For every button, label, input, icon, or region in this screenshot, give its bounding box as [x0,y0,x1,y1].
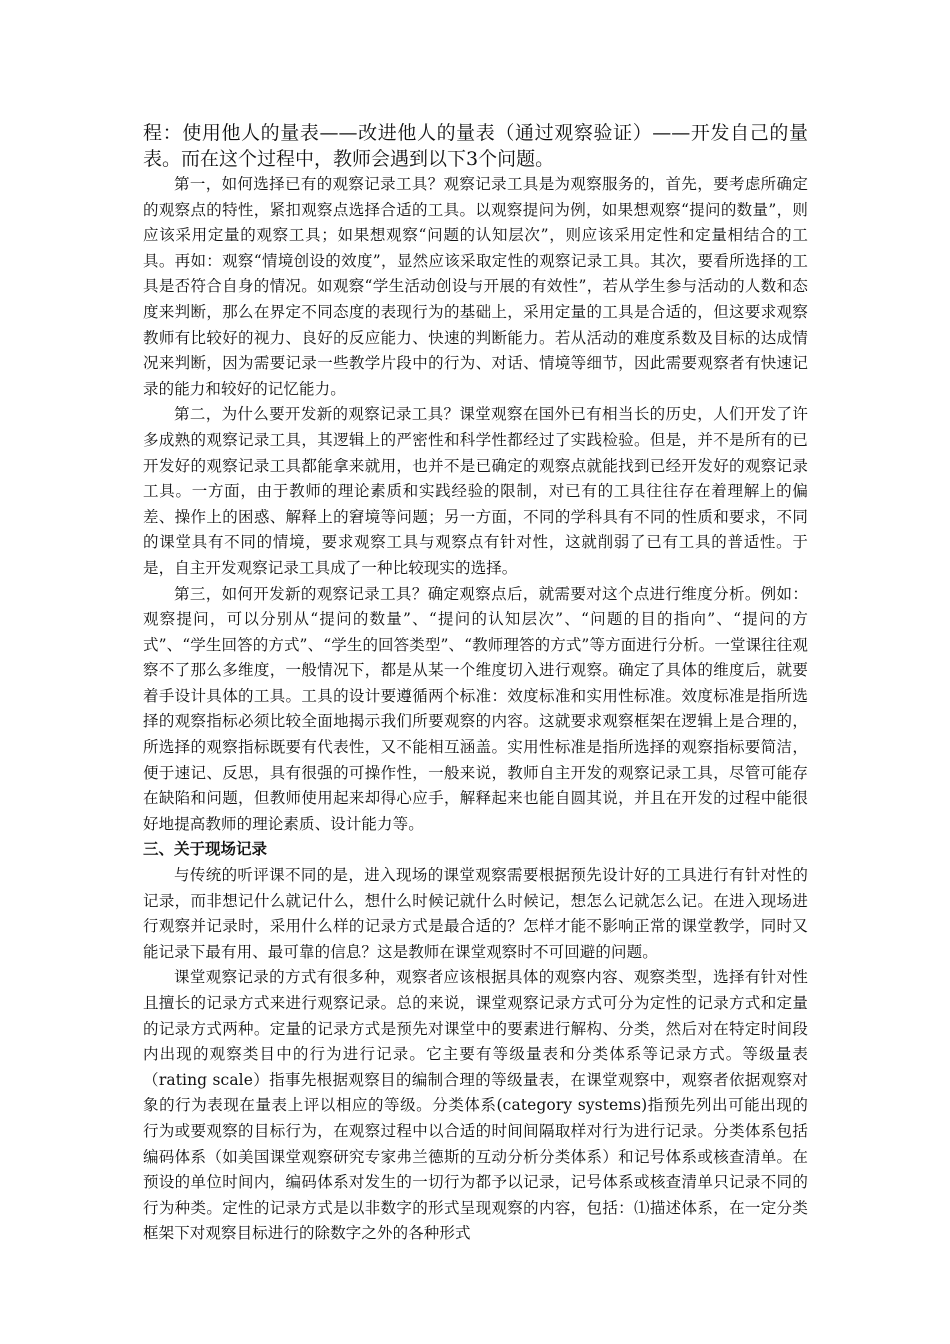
paragraph-choose-tools: 第一，如何选择已有的观察记录工具？观察记录工具是为观察服务的，首先，要考虑所确定的观察点的特性，紧扣观察点选择合适的工具。以观察提问为例，如果想观察“提问的数量”，则应该采用定量的观察工具；如果想观察“问题的认知层次”，则应该采用定性和定量相结合的工具。再如：观察“情境创设的效度”，显然应该采取定性的观察记录工具。其次，要看所选择的工具是否符合自身的情况。如观察“学生活动创设与开展的有效性”，若从学生参与活动的人数和态度来判断，那么在界定不同态度的表现行为的基础上，采用定量的工具是合适的，但这要求观察教师有比较好的视力、良好的反应能力、快速的判断能力。若从活动的难度系数及目标的达成情况来判断，因为需要记录一些教学片段中的行为、对话、情境等细节，因此需要观察者有快速记录的能力和较好的记忆能力。 [143,175,808,398]
lead-paragraph: 程：使用他人的量表——改进他人的量表（通过观察验证）——开发自己的量表。而在这个过程中，教师会遇到以下3个问题。 [143,122,808,170]
paragraph-why-develop-tools: 第二，为什么要开发新的观察记录工具？课堂观察在国外已有相当长的历史，人们开发了许多成熟的观察记录工具，其逻辑上的严密性和科学性都经过了实践检验。但是，并不是所有的已开发好的观察记录工具都能拿来就用，也并不是已确定的观察点就能找到已经开发好的观察记录工具。一方面，由于教师的理论素质和实践经验的限制，对已有的工具往往存在着理解上的偏差、操作上的困惑、解释上的窘境等问题；另一方面，不同的学科具有不同的性质和要求，不同的课堂具有不同的情境，要求观察工具与观察点有针对性，这就削弱了已有工具的普适性。于是，自主开发观察记录工具成了一种比较现实的选择。 [143,405,808,577]
paragraph-recording-methods: 课堂观察记录的方式有很多种，观察者应该根据具体的观察内容、观察类型，选择有针对性且擅长的记录方式来进行观察记录。总的来说，课堂观察记录方式可分为定性的记录方式和定量的记录方式两种。定量的记录方式是预先对课堂中的要素进行解构、分类，然后对在特定时间段内出现的观察类目中的行为进行记录。它主要有等级量表和分类体系等记录方式。等级量表（rating scale）指事先根据观察目的编制合理的等级量表，在课堂观察中，观察者依据观察对象的行为表现在量表上评以相应的等级。分类体系(category systems)指预先列出可能出现的行为或要观察的目标行为，在观察过程中以合适的时间间隔取样对行为进行记录。分类体系包括编码体系（如美国课堂观察研究专家弗兰德斯的互动分析分类体系）和记号体系或核查清单。在预设的单位时间内，编码体系对发生的一切行为都予以记录，记号体系或核查清单只记录不同的行为种类。定性的记录方式是以非数字的形式呈现观察的内容，包括：⑴描述体系，在一定分类框架下对观察目标进行的除数字之外的各种形式 [143,968,808,1243]
section-heading: 三、关于现场记录 [143,840,268,859]
document-page [143,120,808,1247]
paragraph-how-develop-tools: 第三，如何开发新的观察记录工具？确定观察点后，就需要对这个点进行维度分析。例如：观察提问，可以分别从“提问的数量”、“提问的认知层次”、“问题的目的指向”、“提问的方式”、“学生回答的方式”、“学生的回答类型”、“教师理答的方式”等方面进行分析。一堂课往往观察不了那么多维度，一般情况下，都是从某一个维度切入进行观察。确定了具体的维度后，就要着手设计具体的工具。工具的设计要遵循两个标准：效度标准和实用性标准。效度标准是指所选择的观察指标必须比较全面地揭示我们所要观察的内容。这就要求观察框架在逻辑上是合理的，所选择的观察指标既要有代表性，又不能相互涵盖。实用性标准是指所选择的观察指标要简洁，便于速记、反思，具有很强的可操作性，一般来说，教师自主开发的观察记录工具，尽管可能存在缺陷和问题，但教师使用起来却得心应手，解释起来也能自圆其说，并且在开发的过程中能很好地提高教师的理论素质、设计能力等。 [143,584,808,833]
paragraph-field-recording: 与传统的听评课不同的是，进入现场的课堂观察需要根据预先设计好的工具进行有针对性的记录，而非想记什么就记什么，想什么时候记就什么时候记，想怎么记就怎么记。在进入现场进行观察并记录时，采用什么样的记录方式是最合适的？怎样才能不影响正常的课堂教学，同时又能记录下最有用、最可靠的信息？这是教师在课堂观察时不可回避的问题。 [143,866,808,961]
